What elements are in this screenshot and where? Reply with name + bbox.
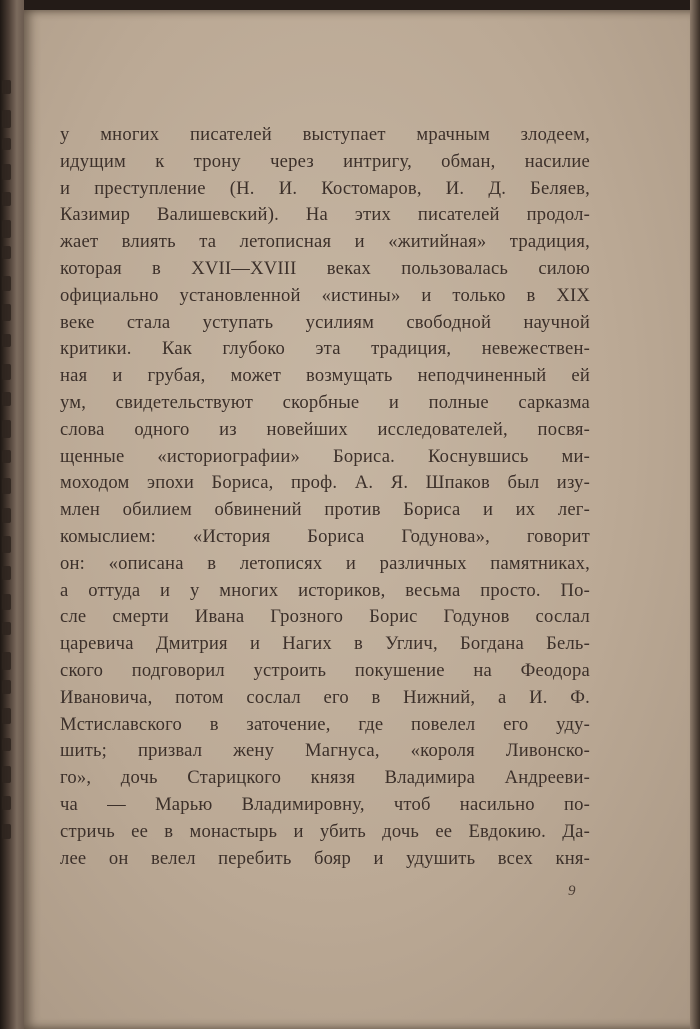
text-line: веке стала уступать усилиям свободной научной [60, 311, 590, 333]
text-line: моходом эпохи Бориса, проф. А. Я. Шпаков был изу- [60, 472, 590, 494]
text-line: го», дочь Старицкого князя Владимира Андрееви- [60, 767, 590, 789]
text-line: официально установленной «истины» и только в XIX [60, 284, 590, 306]
text-line: комыслием: «История Бориса Годунова», говорит [60, 525, 590, 547]
text-line: млен обилием обвинений против Бориса и их лег- [60, 499, 590, 521]
text-line: сле смерти Ивана Грозного Борис Годунов сослал [60, 606, 590, 628]
text-line: лее он велел перебить бояр и удушить всех кня- [60, 847, 590, 869]
text-line: и преступление (Н. И. Костомаров, И. Д. Беляев, [60, 177, 590, 199]
text-line: царевича Дмитрия и Нагих в Углич, Богдана Бель- [60, 633, 590, 655]
text-line: которая в XVII—XVIII веках пользовалась силою [60, 257, 590, 279]
left-page-edge [0, 0, 24, 1029]
book-page [24, 10, 700, 1029]
text-line: Ивановича, потом сослал его в Нижний, а И. Ф. [60, 686, 590, 708]
text-line: ского подговорил устроить покушение на Феодора [60, 659, 590, 681]
text-line: щенные «историографии» Бориса. Коснувшись ми- [60, 445, 590, 467]
text-line: он: «описана в летописях и различных памятниках, [60, 552, 590, 574]
text-line: идущим к трону через интригу, обман, насилие [60, 150, 590, 172]
text-line: ная и грубая, может возмущать неподчиненный ей [60, 365, 590, 387]
text-line: Мстиславского в заточение, где повелел его уду- [60, 713, 590, 735]
text-line: слова одного из новейших исследователей, посвя- [60, 418, 590, 440]
text-line: жает влиять та летописная и «житийная» традиция, [60, 231, 590, 253]
text-line: ча — Марью Владимировну, чтоб насильно по- [60, 793, 590, 815]
text-line: стричь ее в монастырь и убить дочь ее Евдокию. Да- [60, 820, 590, 842]
text-line: у многих писателей выступает мрачным злодеем, [60, 124, 590, 145]
text-line: шить; призвал жену Магнуса, «короля Ливонско- [60, 740, 590, 762]
text-line: критики. Как глубоко эта традиция, невежествен- [60, 338, 590, 360]
text-line: ум, свидетельствуют скорбные и полные сарказма [60, 391, 590, 413]
right-edge [690, 0, 700, 1029]
text-line: Казимир Валишевский). На этих писателей продол- [60, 204, 590, 226]
adjacent-page-print-marks [2, 80, 22, 880]
page-number: 9 [568, 883, 576, 899]
body-text [60, 122, 590, 872]
text-line: а оттуда и у многих историков, весьма просто. По- [60, 579, 590, 601]
